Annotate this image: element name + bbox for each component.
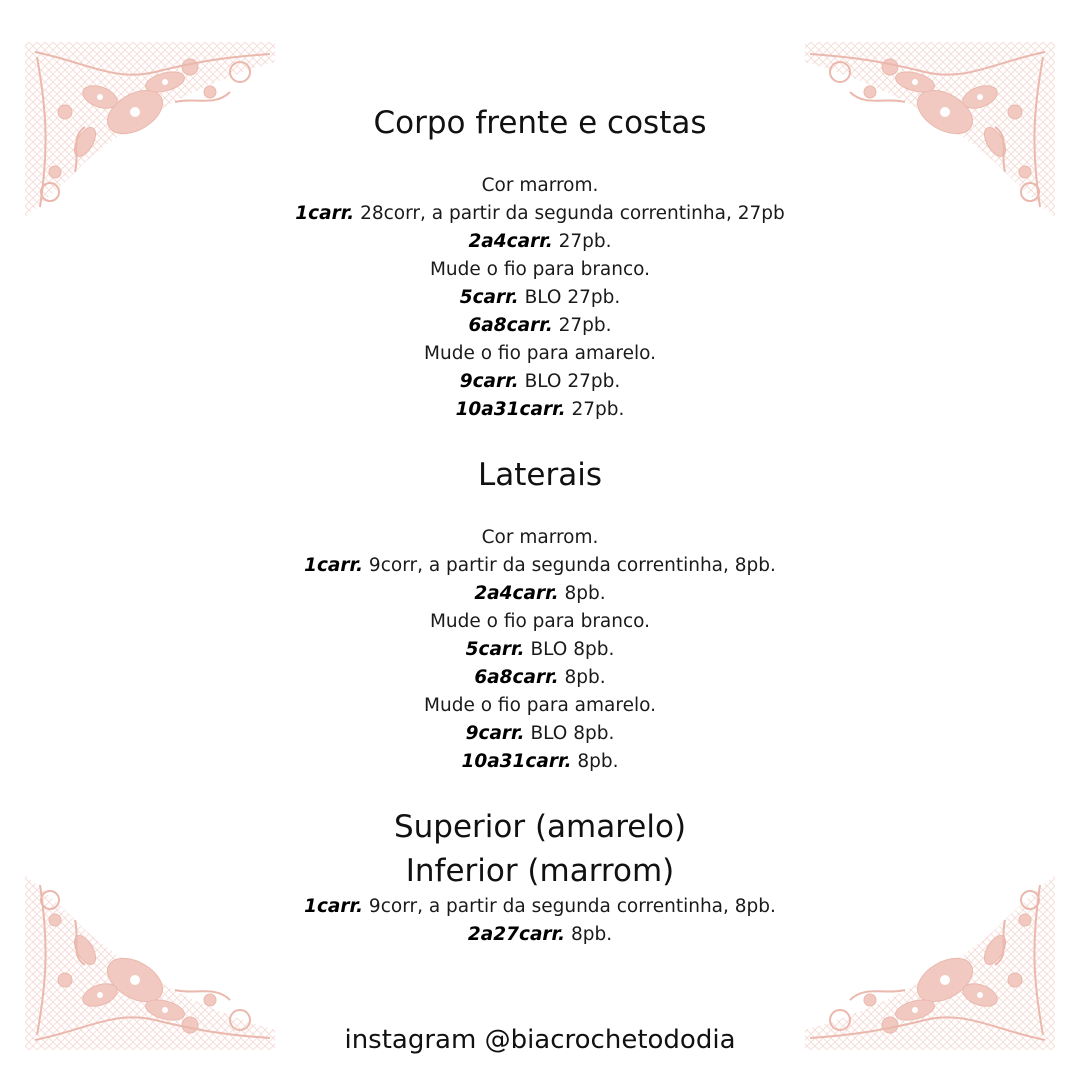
pattern-line [0,720,1080,748]
line-text: 8pb. [571,751,619,772]
row-label: 1carr. [304,896,364,917]
row-label: 5carr. [465,639,525,660]
instagram-handle: instagram @biacrochetododia [344,1025,736,1055]
pattern-line [0,552,1080,580]
pattern-line [0,524,1080,552]
line-text: 8pb. [565,924,613,945]
pattern-line [0,692,1080,720]
line-text: BLO 27pb. [518,287,621,308]
line-text: 8pb. [558,667,606,688]
pattern-line [0,228,1080,256]
row-label: 10a31carr. [455,399,566,420]
pattern-line [0,312,1080,340]
row-label: 9carr. [459,371,519,392]
line-text: BLO 8pb. [524,723,615,744]
pattern-line [0,368,1080,396]
row-label: 2a27carr. [467,924,566,945]
pattern-line [0,200,1080,228]
line-text: 27pb. [552,231,612,252]
pattern-line [0,748,1080,776]
row-label: 1carr. [295,203,355,224]
pattern-line [0,340,1080,368]
pattern-line [0,636,1080,664]
row-label: 10a31carr. [461,751,572,772]
row-label: 5carr. [459,287,519,308]
section-title-inferior: Inferior (marrom) [405,853,675,889]
line-text: Cor marrom. [481,527,599,548]
line-text: 27pb. [552,315,612,336]
line-text: Cor marrom. [481,175,599,196]
pattern-line [0,608,1080,636]
section-lines-corpo [0,172,1080,424]
pattern-line [0,664,1080,692]
pattern-line [0,284,1080,312]
pattern-line [0,256,1080,284]
row-label: 1carr. [304,555,364,576]
line-text: 9corr, a partir da segunda correntinha, 8pb. [363,555,776,576]
row-label: 9carr. [465,723,525,744]
line-text: Mude o fio para branco. [429,611,651,632]
row-label: 2a4carr. [468,231,553,252]
section-lines-superior-inferior [0,893,1080,949]
row-label: 6a8carr. [474,667,559,688]
pattern-line [0,893,1080,921]
line-text: 8pb. [558,583,606,604]
section-title-corpo: Corpo frente e costas [373,105,707,141]
pattern-line [0,172,1080,200]
line-text: 28corr, a partir da segunda correntinha, 27pb [354,203,785,224]
line-text: Mude o fio para amarelo. [424,343,656,364]
line-text: BLO 27pb. [518,371,621,392]
line-text: 27pb. [565,399,625,420]
row-label: 2a4carr. [474,583,559,604]
pattern-line [0,921,1080,949]
pattern-line [0,396,1080,424]
section-title-superior: Superior (amarelo) [393,809,687,845]
line-text: Mude o fio para branco. [429,259,651,280]
row-label: 6a8carr. [468,315,553,336]
line-text: BLO 8pb. [524,639,615,660]
section-lines-laterais [0,524,1080,776]
line-text: Mude o fio para amarelo. [424,695,656,716]
line-text: 9corr, a partir da segunda correntinha, 8pb. [363,896,776,917]
pattern-line [0,580,1080,608]
section-title-laterais: Laterais [478,457,602,493]
